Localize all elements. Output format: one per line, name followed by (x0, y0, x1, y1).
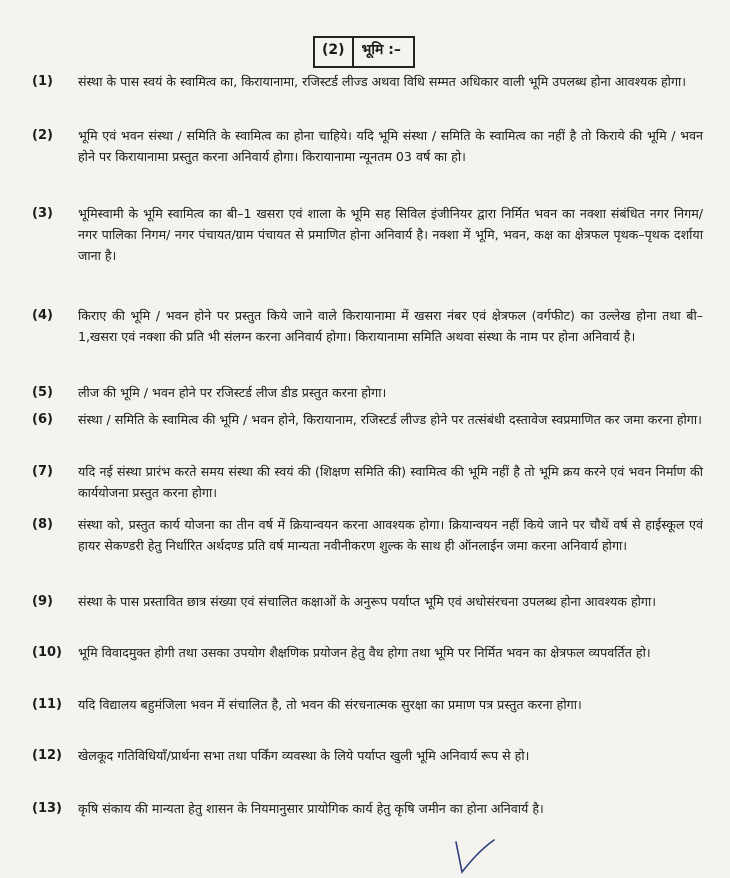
item-number: (11) (32, 697, 62, 712)
item-number: (6) (32, 412, 53, 427)
item-number: (1) (32, 74, 53, 89)
item-text: किराए की भूमि / भवन होने पर प्रस्तुत किये जाने वाले किरायानामा में खसरा नंबर एवं क्षेत्रफल (वर्गफीट) का उल्लेख होना तथा बी–1,खसरा एवं नक्शा की प्रति भी संलग्न करना अनिवार्य होगा। किरायानामा समिति अथवा संस्था के नाम पर होना अनिवार्य है। (78, 308, 703, 344)
item-text: संस्था / समिति के स्वामित्व की भूमि / भवन होने, किरायानाम, रजिस्टर्ड लीज्ड होने पर तत्संबंधी दस्तावेज स्वप्रमाणित कर जमा करना होगा। (78, 412, 702, 427)
item-text: भूमिस्वामी के भूमि स्वामित्व का बी–1 खसरा एवं शाला के भूमि सह सिविल इंजीनियर द्वारा निर्मित भवन का नक्शा संबंधित नगर निगम/ नगर पालिका निगम/ नगर पंचायत/ग्राम पंचायत से प्रमाणित होना अनिवार्य है। नक्शा में भूमि, भवन, कक्ष का क्षेत्रफल पृथक–पृथक दर्शाया जाना है। (78, 206, 703, 263)
item-number: (3) (32, 206, 53, 221)
item-number: (7) (32, 464, 53, 479)
section-number: (2) (315, 38, 354, 66)
section-title: भूमि :– (361, 42, 401, 58)
item-number: (8) (32, 517, 53, 532)
item-text: भूमि एवं भवन संस्था / समिति के स्वामित्व का होना चाहिये। यदि भूमि संस्था / समिति के स्वामित्व का नहीं है तो किराये की भूमि / भवन होने पर किरायानामा प्रस्तुत करना अनिवार्य होगा। किरायानामा न्यूनतम 03 वर्ष का हो। (78, 128, 703, 164)
item-text: यदि विद्यालय बहुमंजिला भवन में संचालित है, तो भवन की संरचनात्मक सुरक्षा का प्रमाण पत्र प्रस्तुत करना होगा। (78, 697, 582, 712)
item-number: (2) (32, 128, 53, 143)
item-text: कृषि संकाय की मान्यता हेतु शासन के नियमानुसार प्रायोगिक कार्य हेतु कृषि जमीन का होना अनिवार्य है। (78, 801, 544, 816)
item-text: संस्था को, प्रस्तुत कार्य योजना का तीन वर्ष में क्रियान्वयन करना आवश्यक होगा। क्रियान्वयन नहीं किये जाने पर चौथें वर्ष से हाईस्कूल एवं हायर सेकण्डरी हेतु निर्धारित अर्थदण्ड प्रति वर्ष मान्यता नवीनीकरण शुल्क के साथ ही ऑनलाईन जमा करना अनिवार्य होगा। (78, 517, 703, 553)
item-text: यदि नई संस्था प्रारंभ करते समय संस्था की स्वयं की (शिक्षण समिति की) स्वामित्व की भूमि नहीं है तो भूमि क्रय करने एवं भवन निर्माण की कार्ययोजना प्रस्तुत करना होगा। (78, 464, 703, 500)
signature-mark (450, 836, 500, 876)
item-number: (12) (32, 748, 62, 763)
item-number: (13) (32, 801, 62, 816)
item-number: (5) (32, 385, 53, 400)
item-number: (9) (32, 594, 53, 609)
item-number: (4) (32, 308, 53, 323)
item-text: लीज की भूमि / भवन होने पर रजिस्टर्ड लीज डीड प्रस्तुत करना होगा। (78, 385, 387, 400)
item-text: संस्था के पास स्वयं के स्वामित्व का, किरायानामा, रजिस्टर्ड लीज्ड अथवा विधि सम्मत अधिकार वाली भूमि उपलब्ध होना आवश्यक होगा। (78, 74, 687, 89)
item-text: भूमि विवादमुक्त होगी तथा उसका उपयोग शैक्षणिक प्रयोजन हेतु वैध होगा तथा भूमि पर निर्मित भवन का क्षेत्रफल व्यपवर्तित हो। (78, 645, 651, 660)
item-number: (10) (32, 645, 62, 660)
item-text: संस्था के पास प्रस्तावित छात्र संख्या एवं संचालित कक्षाओं के अनुरूप पर्याप्त भूमि एवं अधोसंरचना उपलब्ध होना आवश्यक होगा। (78, 594, 657, 609)
section-heading (313, 36, 415, 68)
item-text: खेलकूद गतिविधियाँ/प्रार्थना सभा तथा पर्किंग व्यवस्था के लिये पर्याप्त खुली भूमि अनिवार्य रूप से हो। (78, 748, 530, 763)
